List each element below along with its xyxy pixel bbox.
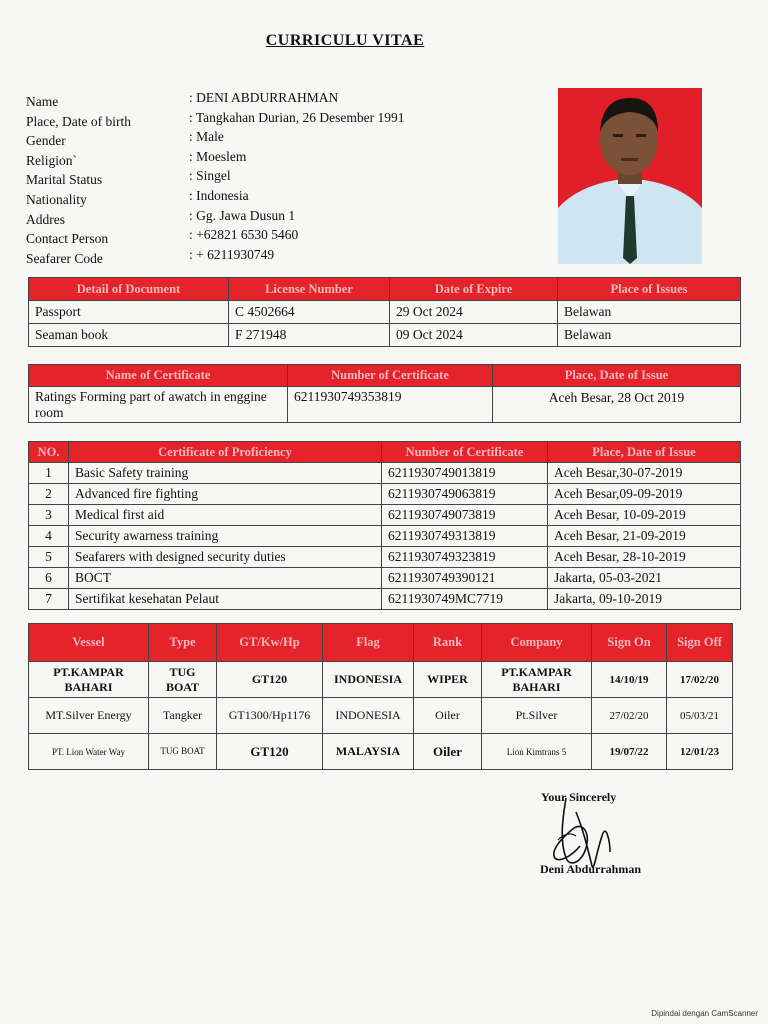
table-cell: 5 — [29, 547, 69, 568]
table-cell: 6211930749323819 — [382, 547, 548, 568]
table-cell: Jakarta, 05-03-2021 — [548, 568, 741, 589]
table-cell: PT.KAMPAR BAHARI — [482, 662, 592, 698]
table-cell: 05/03/21 — [667, 698, 733, 734]
table-header-row — [29, 278, 741, 301]
table-cell: 14/10/19 — [592, 662, 667, 698]
table-cell: Basic Safety training — [69, 463, 382, 484]
table-row — [29, 734, 733, 770]
table-row — [29, 526, 741, 547]
table-cell: 19/07/22 — [592, 734, 667, 770]
table-row — [29, 589, 741, 610]
table-row — [29, 387, 741, 423]
table-cell: Seafarers with designed security duties — [69, 547, 382, 568]
table-cell: Aceh Besar, 28 Oct 2019 — [493, 387, 741, 423]
table-row — [29, 568, 741, 589]
table-cell: 3 — [29, 505, 69, 526]
field-value: : Indonesia — [189, 187, 249, 203]
table-cell: GT120 — [217, 734, 323, 770]
table-cell: 6211930749073819 — [382, 505, 548, 526]
table-cell: MT.Silver Energy — [29, 698, 149, 734]
proficiency-table — [28, 441, 741, 610]
table-cell: 09 Oct 2024 — [390, 324, 558, 347]
table-row — [29, 301, 741, 324]
column-header: Sign On — [592, 624, 667, 662]
field-value: : Tangkahan Durian, 26 Desember 1991 — [189, 109, 405, 125]
table-cell: 27/02/20 — [592, 698, 667, 734]
table-cell: BOCT — [69, 568, 382, 589]
table-cell: Advanced fire fighting — [69, 484, 382, 505]
column-header: GT/Kw/Hp — [217, 624, 323, 662]
table-cell: 6211930749013819 — [382, 463, 548, 484]
certificate-table — [28, 364, 741, 423]
field-value: : Singel — [189, 168, 231, 184]
field-label: Religion` — [26, 152, 77, 168]
table-cell: PT.KAMPAR BAHARI — [29, 662, 149, 698]
field-value: : Gg. Jawa Dusun 1 — [189, 207, 296, 223]
field-label: Marital Status — [26, 172, 103, 188]
column-header: License Number — [229, 278, 390, 301]
column-header: Detail of Document — [29, 278, 229, 301]
table-row — [29, 484, 741, 505]
table-cell: WIPER — [414, 662, 482, 698]
documents-table — [28, 277, 741, 347]
table-cell: Aceh Besar,30-07-2019 — [548, 463, 741, 484]
table-cell: Passport — [29, 301, 229, 324]
table-row — [29, 505, 741, 526]
table-cell: Lion Kimtrans 5 — [482, 734, 592, 770]
field-label: Place, Date of birth — [26, 113, 131, 129]
scanner-watermark: Dipindai dengan CamScanner — [651, 1009, 758, 1018]
table-cell: C 4502664 — [229, 301, 390, 324]
signature-name: Deni Abdurrahman — [540, 862, 642, 876]
column-header: Type — [149, 624, 217, 662]
table-cell: F 271948 — [229, 324, 390, 347]
document-title: CURRICULU VITAE — [265, 32, 425, 49]
table-cell: 2 — [29, 484, 69, 505]
table-cell: Aceh Besar, 21-09-2019 — [548, 526, 741, 547]
signature-closing: Your Sincerely — [541, 790, 617, 804]
column-header: Number of Certificate — [288, 365, 493, 387]
field-label: Name — [26, 94, 59, 109]
field-value: : Moeslem — [189, 148, 247, 164]
table-row — [29, 547, 741, 568]
field-value: : + 6211930749 — [189, 246, 275, 262]
column-header: Company — [482, 624, 592, 662]
table-row — [29, 463, 741, 484]
column-header: NO. — [29, 442, 69, 463]
table-cell: 6211930749063819 — [382, 484, 548, 505]
table-header-row — [29, 624, 733, 662]
field-label: Nationality — [26, 191, 87, 207]
table-header-row — [29, 365, 741, 387]
field-value: : +62821 6530 5460 — [189, 227, 299, 243]
field-label: Contact Person — [26, 231, 109, 247]
table-cell: TUG BOAT — [149, 734, 217, 770]
person-portrait-icon — [558, 88, 702, 264]
column-header: Certificate of Proficiency — [69, 442, 382, 463]
table-cell: Aceh Besar, 28-10-2019 — [548, 547, 741, 568]
table-cell: Aceh Besar,09-09-2019 — [548, 484, 741, 505]
column-header: Flag — [323, 624, 414, 662]
table-cell: 6211930749390121 — [382, 568, 548, 589]
table-cell: INDONESIA — [323, 698, 414, 734]
table-cell: Aceh Besar, 10-09-2019 — [548, 505, 741, 526]
table-cell: Pt.Silver — [482, 698, 592, 734]
table-cell: Jakarta, 09-10-2019 — [548, 589, 741, 610]
table-row — [29, 698, 733, 734]
table-cell: Oiler — [414, 698, 482, 734]
table-cell: 6211930749313819 — [382, 526, 548, 547]
column-header: Place, Date of Issue — [548, 442, 741, 463]
table-cell: 4 — [29, 526, 69, 547]
table-cell: Belawan — [558, 324, 741, 347]
table-cell: 6 — [29, 568, 69, 589]
column-header: Name of Certificate — [29, 365, 288, 387]
field-label: Seafarer Code — [26, 250, 103, 266]
column-header: Rank — [414, 624, 482, 662]
table-cell: GT120 — [217, 662, 323, 698]
table-row — [29, 324, 741, 347]
table-cell: TUG BOAT — [149, 662, 217, 698]
table-cell: 6211930749MC7719 — [382, 589, 548, 610]
table-cell: Oiler — [414, 734, 482, 770]
table-cell: 6211930749353819 — [288, 387, 493, 423]
column-header: Sign Off — [667, 624, 733, 662]
column-header: Vessel — [29, 624, 149, 662]
table-cell: PT. Lion Water Way — [29, 734, 149, 770]
table-cell: 17/02/20 — [667, 662, 733, 698]
table-cell: INDONESIA — [323, 662, 414, 698]
table-cell: Sertifikat kesehatan Pelaut — [69, 589, 382, 610]
table-cell: GT1300/Hp1176 — [217, 698, 323, 734]
column-header: Number of Certificate — [382, 442, 548, 463]
table-cell: Security awarness training — [69, 526, 382, 547]
table-cell: Medical first aid — [69, 505, 382, 526]
table-cell: Ratings Forming part of awatch in enggine room — [29, 387, 288, 423]
table-cell: 7 — [29, 589, 69, 610]
field-value: : Male — [189, 129, 224, 145]
table-cell: Tangker — [149, 698, 217, 734]
sea-service-table — [28, 623, 733, 770]
field-label: Gender — [26, 133, 66, 149]
table-cell: Belawan — [558, 301, 741, 324]
table-cell: MALAYSIA — [323, 734, 414, 770]
field-value: : DENI ABDURRAHMAN — [189, 90, 339, 105]
table-cell: Seaman book — [29, 324, 229, 347]
field-label: Addres — [26, 211, 65, 227]
table-cell: 12/01/23 — [667, 734, 733, 770]
table-row — [29, 662, 733, 698]
column-header: Place of Issues — [558, 278, 741, 301]
column-header: Place, Date of Issue — [493, 365, 741, 387]
table-header-row — [29, 442, 741, 463]
table-cell: 1 — [29, 463, 69, 484]
profile-photo — [558, 88, 702, 264]
table-cell: 29 Oct 2024 — [390, 301, 558, 324]
column-header: Date of Expire — [390, 278, 558, 301]
